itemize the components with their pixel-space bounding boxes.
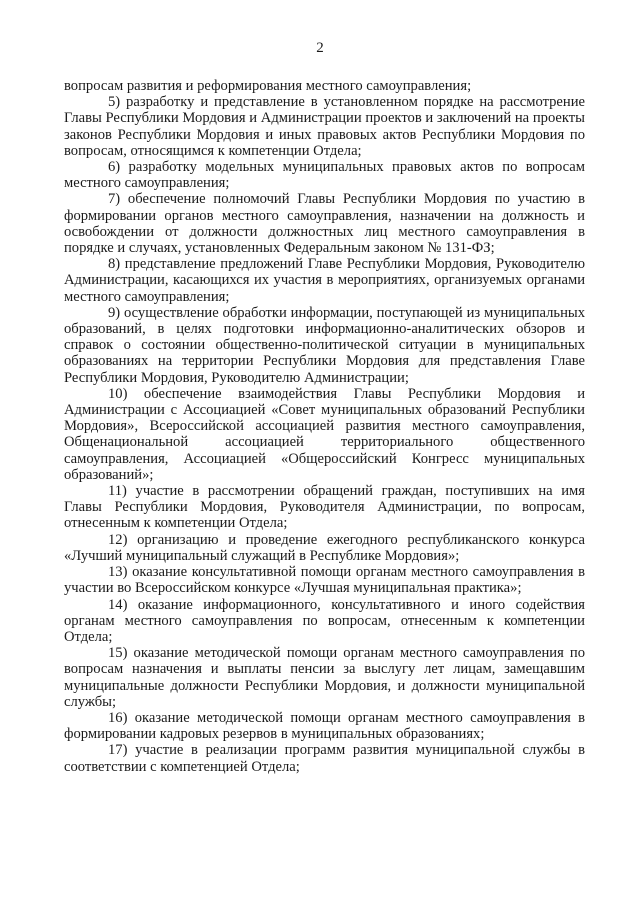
paragraph-item-6: 6) разработку модельных муниципальных правовых актов по вопросам местного самоуправления; [64,159,585,192]
document-body [64,78,585,775]
page-number: 2 [316,40,324,56]
paragraph-item-12: 12) организацию и проведение ежегодного республиканского конкурса «Лучший муниципальный служащий в Республике Мордовия»; [64,531,585,564]
paragraph-item-7: 7) обеспечение полномочий Главы Республики Мордовия по участию в формировании органов местного самоуправления, назначении на должность и освобождении от должности должностных лиц местного самоуправления в порядке и случаях, установленных Федеральным законом № 131-ФЗ; [64,191,585,257]
paragraph-item-8: 8) представление предложений Главе Республики Мордовия, Руководителю Администрации, касающихся их участия в мероприятиях, организуемых органами местного самоуправления; [64,256,585,305]
paragraph-continuation: вопросам развития и реформирования местного самоуправления; [64,78,472,94]
paragraph-item-13: 13) оказание консультативной помощи органам местного самоуправления в участии во Всероссийском конкурсе «Лучшая муниципальная практика»; [64,564,585,597]
paragraph-item-10: 10) обеспечение взаимодействия Главы Республики Мордовия и Администрации с Ассоциацией «Совет муниципальных образований Республики Мордовия», Всероссийской ассоциацией развития местного самоуправления, Общенациональной ассоциацией территориального общественного самоуправления, Ассоциацией «Общероссийский Конгресс муниципальных образований»; [64,385,585,483]
paragraph-item-11: 11) участие в рассмотрении обращений граждан, поступивших на имя Главы Республики Мордовия, Руководителя Администрации, по вопросам, отнесенным к компетенции Отдела; [64,483,585,532]
paragraph-item-5: 5) разработку и представление в установленном порядке на рассмотрение Главы Республики Мордовия и Администрации проектов и заключений на проекты законов Республики Мордовия и иных правовых актов Республики Мордовия по вопросам, относящимся к компетенции Отдела; [64,94,585,159]
paragraph-item-9: 9) осуществление обработки информации, поступающей из муниципальных образований, в целях подготовки информационно-аналитических обзоров и справок о состоянии общественно-политической ситуации в муниципальных образованиях на территории Республики Мордовия для представления Главе Республики Мордовия, Руководителю Администрации; [64,304,585,386]
paragraph-item-16: 16) оказание методической помощи органам местного самоуправления в формировании кадровых резервов в муниципальных образованиях; [64,709,585,743]
paragraph-item-15: 15) оказание методической помощи органам местного самоуправления по вопросам назначения и выплаты пенсии за выслугу лет лицам, замещавшим муниципальные должности Республики Мордовия, и должности муниципальной службы; [64,645,585,710]
paragraph-item-14: 14) оказание информационного, консультативного и иного содействия органам местного самоуправления по вопросам, отнесенным к компетенции Отдела; [64,596,585,645]
paragraph-item-17: 17) участие в реализации программ развития муниципальной службы в соответствии с компетенцией Отдела; [64,742,585,775]
